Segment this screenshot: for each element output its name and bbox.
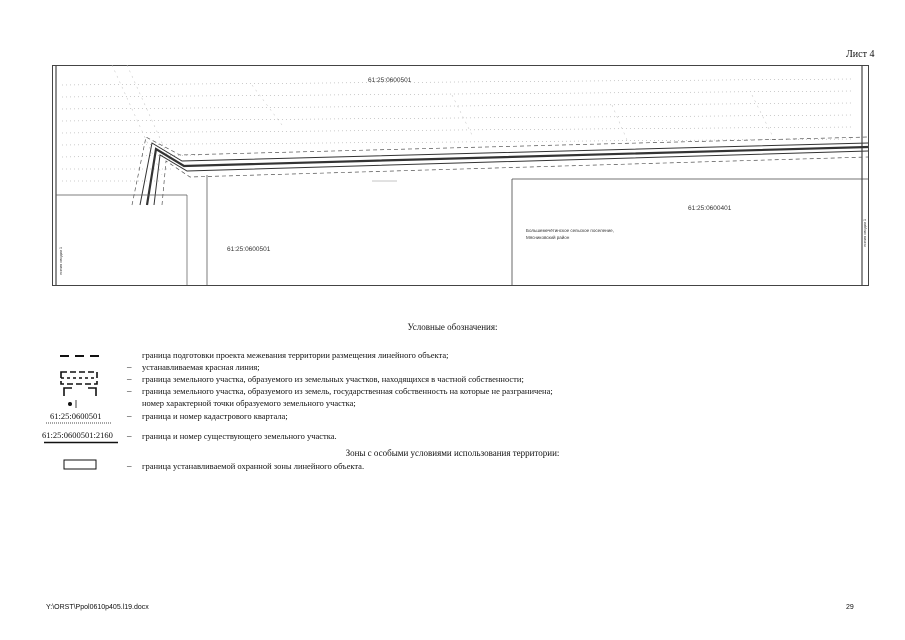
quarter-symbol-line bbox=[46, 422, 112, 426]
map-frame bbox=[53, 66, 869, 286]
legend-text: граница устанавливаемой охранной зоны линейного объекта. bbox=[142, 461, 365, 471]
quarter-label-right: 61:25:0600401 bbox=[688, 205, 732, 212]
legend-item-point-number bbox=[0, 398, 905, 410]
project-boundary-symbol bbox=[60, 353, 104, 359]
legend-item-private-parcel: – граница земельного участка, образуемого из земельных участков, находящихся в частной собственности; bbox=[127, 374, 524, 384]
legend-item-project-boundary bbox=[0, 350, 905, 362]
settlement-line-2: Мясниковский район bbox=[526, 235, 570, 240]
legend-text: граница и номер кадастрового квартала; bbox=[142, 411, 288, 421]
sheet-label: Лист 4 bbox=[846, 49, 875, 60]
legend-text: граница земельного участка, образуемого из земельных участков, находящихся в частной собственности; bbox=[142, 374, 524, 384]
legend-item-cadastral-quarter: 61:25:0600501 – граница и номер кадастрового квартала; bbox=[0, 411, 905, 423]
parcel-symbol-line bbox=[44, 441, 118, 445]
legend-title: Условные обозначения: bbox=[407, 322, 498, 332]
legend-text: граница и номер существующего земельного участка. bbox=[142, 431, 337, 441]
quarter-label-bottom-left: 61:25:0600501 bbox=[227, 246, 271, 253]
legend-text: граница земельного участка, образуемого из земель, государственная собственность на которые не разграничена; bbox=[142, 386, 553, 396]
protection-zone-symbol bbox=[63, 459, 97, 471]
quarter-symbol-label: 61:25:0600501 bbox=[50, 411, 102, 421]
legend-item-state-parcel: – граница земельного участка, образуемого из земель, государственная собственность на которые не разграничена; bbox=[0, 386, 905, 398]
boundary-label-left: линия сводки 1 bbox=[58, 246, 63, 275]
parcel-symbol-label: 61:25:0600501:2160 bbox=[42, 430, 113, 440]
legend-item-protection-zone: – граница устанавливаемой охранной зоны линейного объекта. bbox=[0, 461, 905, 473]
legend-item-red-line: – устанавливаемая красная линия; bbox=[127, 362, 260, 372]
quarter-label-top: 61:25:0600501 bbox=[368, 77, 412, 84]
cadastral-map bbox=[52, 65, 882, 290]
page-number: 29 bbox=[846, 604, 854, 611]
legend-text: устанавливаемая красная линия; bbox=[142, 362, 260, 372]
legend-text: номер характерной точки образуемого земельного участка; bbox=[142, 398, 356, 408]
boundary-label-right: линия сводки 1 bbox=[862, 218, 867, 247]
road-corridor bbox=[132, 137, 868, 205]
state-parcel-symbol bbox=[62, 386, 98, 398]
settlement-line-1: Большемечётинское сельское поселение, bbox=[526, 228, 614, 233]
point-number-symbol bbox=[66, 399, 82, 409]
legend-text: граница подготовки проекта межевания территории размещения линейного объекта; bbox=[142, 350, 449, 360]
field-hatch bbox=[62, 79, 852, 181]
zones-title: Зоны с особыми условиями использования территории: bbox=[345, 448, 560, 458]
legend-item-existing-parcel: 61:25:0600501:2160 – граница и номер существующего земельного участка. bbox=[0, 430, 905, 442]
footer-path: Y:\ORST\Ppol0610p405.l19.docx bbox=[46, 604, 149, 611]
